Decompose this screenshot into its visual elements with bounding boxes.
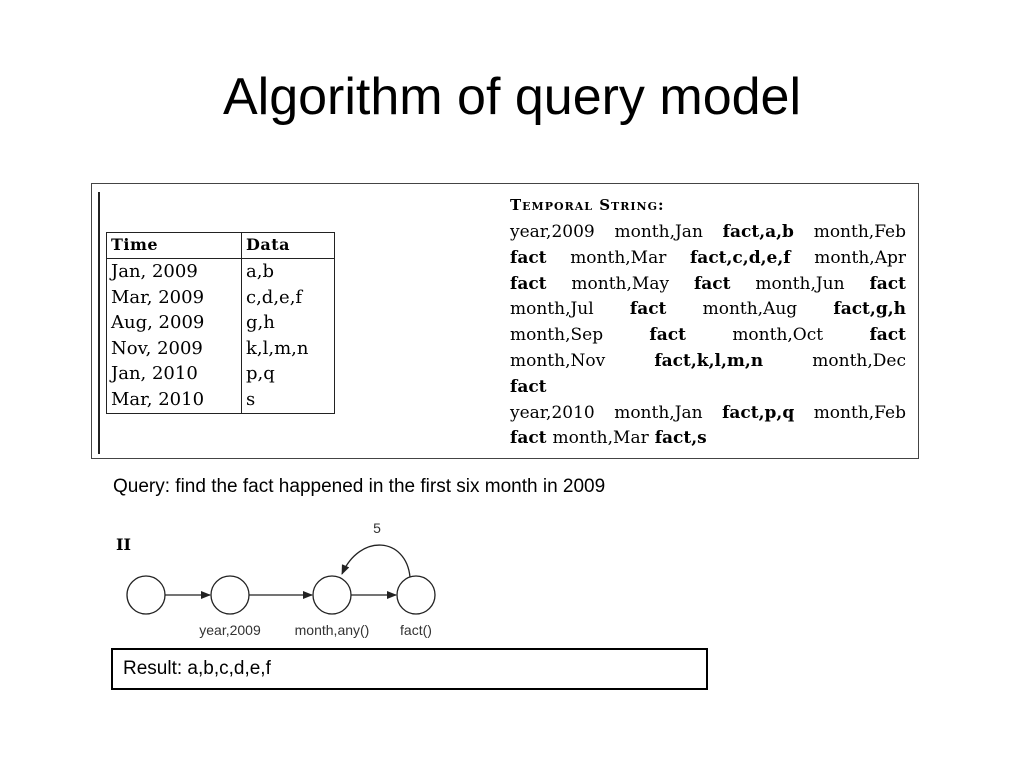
table-row: [107, 336, 335, 362]
table-row: [107, 310, 335, 336]
state-year: [211, 576, 249, 614]
table-row: [107, 285, 335, 311]
figure-left-rule: [98, 192, 100, 454]
temporal-token: month,Nov: [510, 350, 606, 371]
state-month: [313, 576, 351, 614]
temporal-token: month,Feb: [813, 222, 906, 242]
result-box: [111, 648, 708, 690]
temporal-string-line: [510, 323, 906, 349]
temporal-string-line: [510, 349, 906, 375]
slide-title: Algorithm of query model: [222, 68, 802, 126]
temporal-token: year,2010: [510, 402, 595, 423]
table-header-data: Data: [242, 233, 335, 259]
table-cell-time: Mar, 2010: [107, 387, 242, 413]
query-automaton: [110, 515, 450, 645]
state-label-month: month,any(): [294, 622, 370, 638]
table-header-row: [107, 233, 335, 259]
temporal-token: fact,k,l,m,n: [654, 350, 764, 371]
state-label-year: year,2009: [199, 622, 261, 638]
temporal-token: fact: [693, 273, 731, 294]
temporal-token: month,Apr: [814, 247, 906, 268]
table-cell-time: Jan, 2010: [107, 361, 242, 387]
temporal-token: fact: [510, 428, 547, 449]
state-label-fact: fact(): [400, 622, 432, 638]
table-cell-data: p,q: [246, 363, 275, 385]
table-row: [107, 259, 335, 285]
temporal-string-heading: Temporal String:: [510, 196, 665, 214]
temporal-token: month,Feb: [813, 402, 906, 423]
temporal-token: fact: [869, 273, 906, 294]
state-start: [127, 576, 165, 614]
temporal-token: month,Jan: [614, 402, 703, 423]
time-data-table: [106, 232, 335, 414]
temporal-string-body: [510, 220, 906, 452]
temporal-token: month,Jan: [614, 222, 703, 242]
result-text: Result: a,b,c,d,e,f: [123, 658, 271, 679]
table-cell-time: Mar, 2009: [107, 285, 242, 311]
temporal-string-line: [510, 401, 906, 427]
example-figure: [91, 183, 919, 459]
temporal-string-line: [510, 375, 906, 401]
loop-label: 5: [373, 520, 381, 536]
table-row: [107, 361, 335, 387]
automaton-label: II: [116, 535, 131, 554]
query-text: Query: find the fact happened in the first six month in 2009: [113, 476, 606, 497]
temporal-token: fact,a,b: [722, 222, 794, 242]
temporal-token: fact: [629, 299, 667, 320]
temporal-token: fact,p,q: [722, 402, 795, 423]
temporal-token: year,2009: [510, 222, 595, 242]
temporal-token: month,Oct: [732, 325, 824, 346]
temporal-token: month,Aug: [702, 299, 798, 320]
temporal-token: month,Jun: [755, 273, 845, 294]
temporal-string-line: [510, 272, 906, 298]
table-header-time: Time: [107, 233, 242, 259]
table-cell-data: g,h: [246, 312, 275, 334]
temporal-token: month,Dec: [812, 350, 906, 371]
temporal-token: fact: [510, 273, 547, 294]
table-cell-time: Jan, 2009: [107, 259, 242, 285]
temporal-token: month,Jul: [510, 299, 594, 320]
temporal-token: month,Sep: [510, 325, 604, 346]
temporal-token: fact: [649, 325, 686, 346]
temporal-token: fact: [510, 376, 547, 397]
table-cell-data: s: [246, 388, 256, 410]
temporal-token: fact,s: [654, 428, 707, 449]
table-cell-time: Aug, 2009: [107, 310, 242, 336]
temporal-string-line: [510, 246, 906, 272]
temporal-token: fact,c,d,e,f: [689, 247, 791, 268]
temporal-token: month,Mar: [552, 428, 649, 449]
temporal-string-line: [510, 297, 906, 323]
temporal-token: fact: [510, 247, 547, 268]
table-cell-time: Nov, 2009: [107, 336, 242, 362]
temporal-string-line: [510, 426, 906, 452]
temporal-string-line: [510, 220, 906, 246]
loop-edge-fact-month: [342, 545, 410, 577]
table-cell-data: c,d,e,f: [246, 286, 303, 308]
table-row: [107, 387, 335, 413]
state-fact: [397, 576, 435, 614]
temporal-token: month,Mar: [570, 247, 667, 268]
temporal-token: fact: [869, 325, 906, 346]
table-cell-data: a,b: [246, 261, 274, 282]
temporal-token: month,May: [571, 273, 670, 294]
table-cell-data: k,l,m,n: [246, 337, 309, 359]
temporal-token: fact,g,h: [833, 299, 906, 320]
